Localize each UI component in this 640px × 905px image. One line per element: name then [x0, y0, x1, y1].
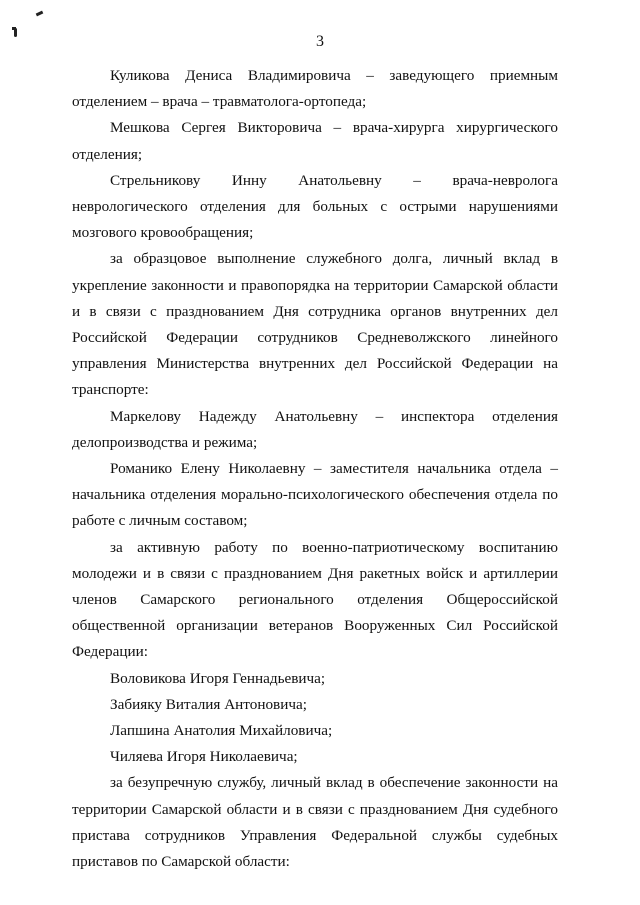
- scan-artifact-mark: [36, 11, 44, 17]
- paragraph-chilyaev: Чиляева Игоря Николаевича;: [110, 748, 298, 766]
- paragraph-meshkov: Мешкова Сергея Викторовича – врача-хирурга хирургического отделения;: [72, 119, 558, 163]
- page-number: 3: [316, 33, 324, 50]
- paragraph-award-reason-mvd: за образцовое выполнение служебного долга, личный вклад в укрепление законности и правопорядка на территории Самарской области и в связи с празднованием Дня сотрудника органов внутренних дел Российской Федерации сотрудников Средневолжского линейного управления Министерства внутренних дел Российской Федерации на транспорте:: [72, 250, 558, 399]
- paragraph-award-reason-veterans: за активную работу по военно-патриотическому воспитанию молодежи и в связи с празднованием Дня ракетных войск и артиллерии членов Самарского регионального отделения Общероссийской общественной организации ветеранов Вооруженных Сил Российской Федерации:: [72, 538, 558, 661]
- scan-artifact-mark: [12, 27, 16, 30]
- paragraph-kulikov: Куликова Дениса Владимировича – заведующего приемным отделением – врача – травматолога-ортопеда;: [72, 67, 558, 111]
- paragraph-romaniko: Романико Елену Николаевну – заместителя начальника отдела – начальника отделения морально-психологического обеспечения отдела по работе с личным составом;: [72, 460, 558, 530]
- paragraph-volovikov: Воловикова Игоря Геннадьевича;: [110, 669, 326, 687]
- paragraph-lapshin: Лапшина Анатолия Михайловича;: [110, 722, 333, 740]
- paragraph-award-reason-bailiffs: за безупречную службу, личный вклад в обеспечение законности на территории Самарской области и в связи с празднованием Дня судебного пристава сотрудников Управления Федеральной службы судебных приставов по Самарской области:: [72, 774, 558, 871]
- paragraph-zabiyaka: Забияку Виталия Антоновича;: [110, 695, 307, 713]
- paragraph-strelnikova: Стрельникову Инну Анатольевну – врача-невролога неврологического отделения для больных с острыми нарушениями мозгового кровообращения;: [72, 171, 558, 242]
- document-body: [72, 63, 558, 875]
- paragraph-markelova: Маркелову Надежду Анатольевну – инспектора отделения делопроизводства и режима;: [72, 407, 558, 451]
